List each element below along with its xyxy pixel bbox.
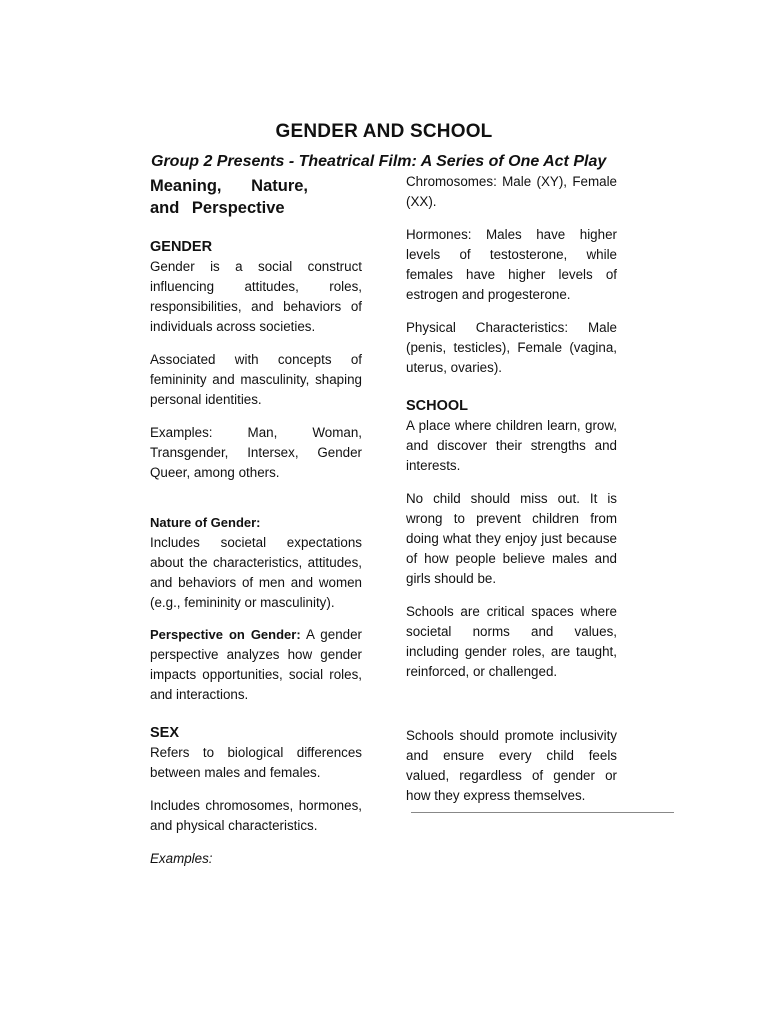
left-column (150, 175, 362, 869)
section-heading-meaning: Meaning, Nature, and Perspective (150, 177, 308, 217)
physical-characteristics-text: Physical Characteristics: Male (penis, testicles), Female (vagina, uterus, ovaries). (406, 320, 617, 375)
school-heading: SCHOOL (406, 398, 469, 414)
perspective-on-gender-heading: Perspective on Gender: (150, 627, 301, 642)
horizontal-divider (411, 812, 674, 813)
sex-heading: SEX (150, 725, 180, 741)
school-definition: A place where children learn, grow, and discover their strengths and interests. (406, 418, 617, 473)
school-no-child: No child should miss out. It is wrong to prevent children from doing what they enjoy just because of how people believe males and girls should be. (406, 491, 617, 586)
school-inclusivity: Schools should promote inclusivity and ensure every child feels valued, regardless of gender or how they express themselves. (406, 728, 617, 803)
nature-of-gender-text: Includes societal expectations about the characteristics, attitudes, and behaviors of men and women (e.g., femininity or masculinity). (150, 535, 362, 610)
perspective-on-gender-text: A gender perspective analyzes how gender impacts opportunities, social roles, and interactions. (150, 627, 363, 702)
gender-definition: Gender is a social construct influencing attitudes, roles, responsibilities, and behaviors of individuals across societies. (150, 259, 362, 334)
examples-label: Examples: (150, 851, 213, 866)
page-title: GENDER AND SCHOOL (275, 121, 493, 142)
gender-heading: GENDER (150, 239, 213, 255)
nature-of-gender-heading: Nature of Gender: (150, 515, 261, 530)
gender-examples: Examples: Man, Woman, Transgender, Intersex, Gender Queer, among others. (150, 425, 362, 480)
school-critical-spaces: Schools are critical spaces where societal norms and values, including gender roles, are taught, reinforced, or challenged. (406, 604, 617, 679)
chromosomes-text: Chromosomes: Male (XY), Female (XX). (406, 174, 617, 209)
sex-includes: Includes chromosomes, hormones, and physical characteristics. (150, 798, 362, 833)
sex-definition: Refers to biological differences between males and females. (150, 745, 362, 780)
gender-association: Associated with concepts of femininity and masculinity, shaping personal identities. (150, 352, 362, 407)
page-subtitle: Group 2 Presents - Theatrical Film: A Series of One Act Play (151, 153, 607, 170)
hormones-text: Hormones: Males have higher levels of testosterone, while females have higher levels of estrogen and progesterone. (406, 227, 617, 302)
right-column (406, 172, 617, 806)
perspective-on-gender (150, 625, 362, 705)
